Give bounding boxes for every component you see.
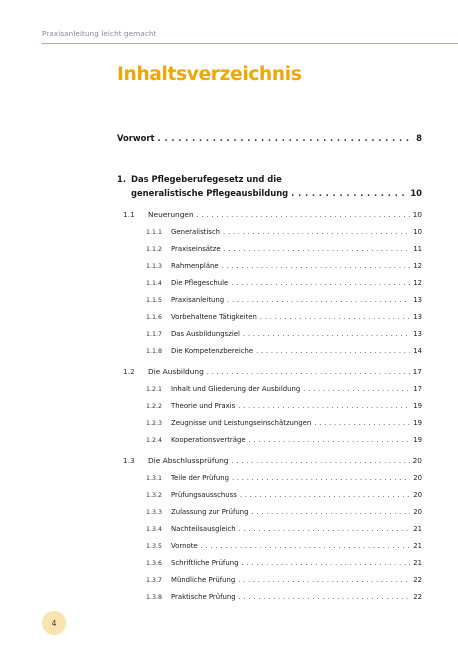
toc-entry-label: Zeugnisse und Leistungseinschätzungen — [171, 419, 312, 427]
toc-entry-subsection[interactable] — [146, 330, 422, 338]
leader-dots — [238, 402, 410, 410]
toc-entry-label: Kooperationsverträge — [171, 436, 246, 444]
toc-entry-subsection[interactable] — [146, 491, 422, 499]
toc-entry-label: Praxiseinsätze — [171, 245, 221, 253]
toc-entry-label: Praktische Prüfung — [171, 593, 236, 601]
toc-entry-number: 1.1.7 — [146, 331, 163, 338]
toc-entry-number: 1.1.3 — [146, 263, 163, 270]
toc-title: Inhaltsverzeichnis — [117, 64, 302, 85]
toc-entry-number: 1.3.8 — [146, 594, 163, 601]
toc-entry-label: Vorbehaltene Tätigkeiten — [171, 313, 257, 321]
toc-entry-page: 20 — [412, 456, 422, 465]
toc-entry-number: 1.3.7 — [146, 577, 163, 584]
toc-entry-subsection[interactable] — [146, 436, 422, 444]
toc-entry-subsection[interactable] — [146, 262, 422, 270]
toc-entry-label: Schriftliche Prüfung — [171, 559, 239, 567]
toc-entry-subsection[interactable] — [146, 593, 422, 601]
toc-entry-number: 1.2 — [123, 367, 135, 376]
leader-dots — [303, 385, 410, 393]
toc-entry-label: Das Ausbildungsziel — [171, 330, 240, 338]
leader-dots — [256, 347, 410, 355]
toc-entry-subsection[interactable] — [146, 279, 422, 287]
toc-entry-page: 20 — [413, 508, 422, 516]
leader-dots — [223, 228, 410, 236]
toc-entry-label: Die Pflegeschule — [171, 279, 229, 287]
toc-entry-number: 1.1.5 — [146, 297, 163, 304]
toc-entry-page: 10 — [412, 210, 422, 219]
toc-entry-subsection[interactable] — [146, 419, 422, 427]
leader-dots — [251, 508, 410, 516]
toc-entry-subsection[interactable] — [146, 402, 422, 410]
page-number: 4 — [51, 618, 57, 628]
toc-entry-page: 20 — [413, 491, 422, 499]
toc-entry-number: 1.1.4 — [146, 280, 163, 287]
toc-entry-page: 11 — [413, 245, 422, 253]
toc-entry-page: 13 — [413, 313, 422, 321]
toc-entry-label: Zulassung zur Prüfung — [171, 508, 249, 516]
toc-entry-label: Theorie und Praxis — [171, 402, 236, 410]
leader-dots — [224, 245, 411, 253]
toc-entry-subsection[interactable] — [146, 385, 422, 393]
leader-dots — [227, 296, 410, 304]
toc-entry-label: Vorwort — [117, 133, 155, 143]
toc-entry-number: 1.2.3 — [146, 420, 163, 427]
toc-entry-label: Mündliche Prüfung — [171, 576, 236, 584]
toc-entry-section[interactable] — [123, 210, 422, 219]
toc-entry-page: 13 — [413, 296, 422, 304]
toc-entry-page: 22 — [413, 576, 422, 584]
leader-dots — [207, 368, 410, 376]
leader-dots — [239, 593, 411, 601]
toc-entry-number: 1.1.6 — [146, 314, 163, 321]
leader-dots — [158, 133, 414, 143]
toc-entry-number: 1.3.2 — [146, 492, 163, 499]
toc-entry-page: 13 — [413, 330, 422, 338]
leader-dots — [241, 559, 410, 567]
toc-entry-number: 1.2.1 — [146, 386, 163, 393]
toc-entry-label: Prüfungsausschuss — [171, 491, 237, 499]
toc-entry-subsection[interactable] — [146, 576, 422, 584]
toc-entry-subsection[interactable] — [146, 542, 422, 550]
toc-entry-label: Die Ausbildung — [148, 367, 204, 376]
toc-entry-page: 17 — [412, 367, 422, 376]
toc-entry-number: 1.1.8 — [146, 348, 163, 355]
toc-entry-label: Die Kompetenzbereiche — [171, 347, 254, 355]
leader-dots — [249, 436, 411, 444]
toc-entry-chapter1[interactable] — [131, 188, 422, 198]
chapter-title-line1[interactable]: Das Pflegeberufegesetz und die — [131, 174, 282, 184]
leader-dots — [197, 211, 410, 219]
leader-dots — [314, 419, 410, 427]
leader-dots — [260, 313, 410, 321]
toc-entry-label: Die Abschlussprüfung — [148, 456, 229, 465]
toc-entry-page: 19 — [413, 436, 422, 444]
toc-entry-number: 1.2.4 — [146, 437, 163, 444]
toc-entry-vorwort[interactable] — [117, 133, 422, 143]
toc-entry-number: 1.3.4 — [146, 526, 163, 533]
toc-entry-label: Rahmenpläne — [171, 262, 219, 270]
toc-entry-page: 19 — [413, 402, 422, 410]
leader-dots — [240, 491, 410, 499]
chapter-number: 1. — [117, 174, 127, 184]
toc-entry-number: 1.1 — [123, 210, 135, 219]
toc-entry-page: 20 — [413, 474, 422, 482]
toc-entry-number: 1.1.2 — [146, 246, 163, 253]
toc-entry-page: 17 — [413, 385, 422, 393]
toc-entry-subsection[interactable] — [146, 347, 422, 355]
chapter-title-line2: generalistische Pflegeausbildung — [131, 188, 289, 198]
toc-entry-number: 1.2.2 — [146, 403, 163, 410]
leader-dots — [291, 188, 407, 198]
toc-entry-number: 1.3.6 — [146, 560, 163, 567]
toc-entry-label: Inhalt und Gliederung der Ausbildung — [171, 385, 301, 393]
toc-entry-label: Praxisanleitung — [171, 296, 225, 304]
toc-entry-subsection[interactable] — [146, 245, 422, 253]
toc-entry-number: 1.1.1 — [146, 229, 163, 236]
page-number-badge — [42, 611, 66, 635]
toc-entry-page: 12 — [413, 262, 422, 270]
leader-dots — [238, 576, 410, 584]
toc-entry-subsection[interactable] — [146, 313, 422, 321]
toc-entry-page: 10 — [410, 188, 422, 198]
toc-entry-page: 12 — [413, 279, 422, 287]
toc-entry-number: 1.3.3 — [146, 509, 163, 516]
toc-entry-number: 1.3 — [123, 456, 135, 465]
toc-entry-number: 1.3.5 — [146, 543, 163, 550]
leader-dots — [239, 525, 411, 533]
leader-dots — [232, 474, 410, 482]
toc-entry-subsection[interactable] — [146, 474, 422, 482]
header-rule — [42, 43, 458, 44]
toc-entry-label: Neuerungen — [148, 210, 194, 219]
leader-dots — [243, 330, 410, 338]
toc-entry-label: Teile der Prüfung — [171, 474, 229, 482]
toc-entry-page: 21 — [413, 525, 422, 533]
toc-entry-number: 1.3.1 — [146, 475, 163, 482]
toc-entry-subsection[interactable] — [146, 296, 422, 304]
toc-entry-section[interactable] — [123, 367, 422, 376]
toc-entry-section[interactable] — [123, 456, 422, 465]
leader-dots — [232, 457, 410, 465]
leader-dots — [201, 542, 411, 550]
leader-dots — [231, 279, 410, 287]
toc-entry-page: 14 — [413, 347, 422, 355]
toc-entry-page: 21 — [413, 542, 422, 550]
toc-entry-subsection[interactable] — [146, 228, 422, 236]
toc-entry-label: Vornote — [171, 542, 198, 550]
running-head: Praxisanleitung leicht gemacht — [42, 29, 157, 38]
toc-entry-page: 19 — [413, 419, 422, 427]
toc-entry-page: 10 — [413, 228, 422, 236]
leader-dots — [222, 262, 411, 270]
toc-entry-subsection[interactable] — [146, 525, 422, 533]
toc-entry-page: 22 — [413, 593, 422, 601]
toc-entry-subsection[interactable] — [146, 559, 422, 567]
toc-entry-subsection[interactable] — [146, 508, 422, 516]
toc-entry-page: 21 — [413, 559, 422, 567]
toc-entry-label: Generalistisch — [171, 228, 221, 236]
toc-entry-label: Nachteilsausgleich — [171, 525, 236, 533]
toc-entry-page: 8 — [416, 133, 422, 143]
